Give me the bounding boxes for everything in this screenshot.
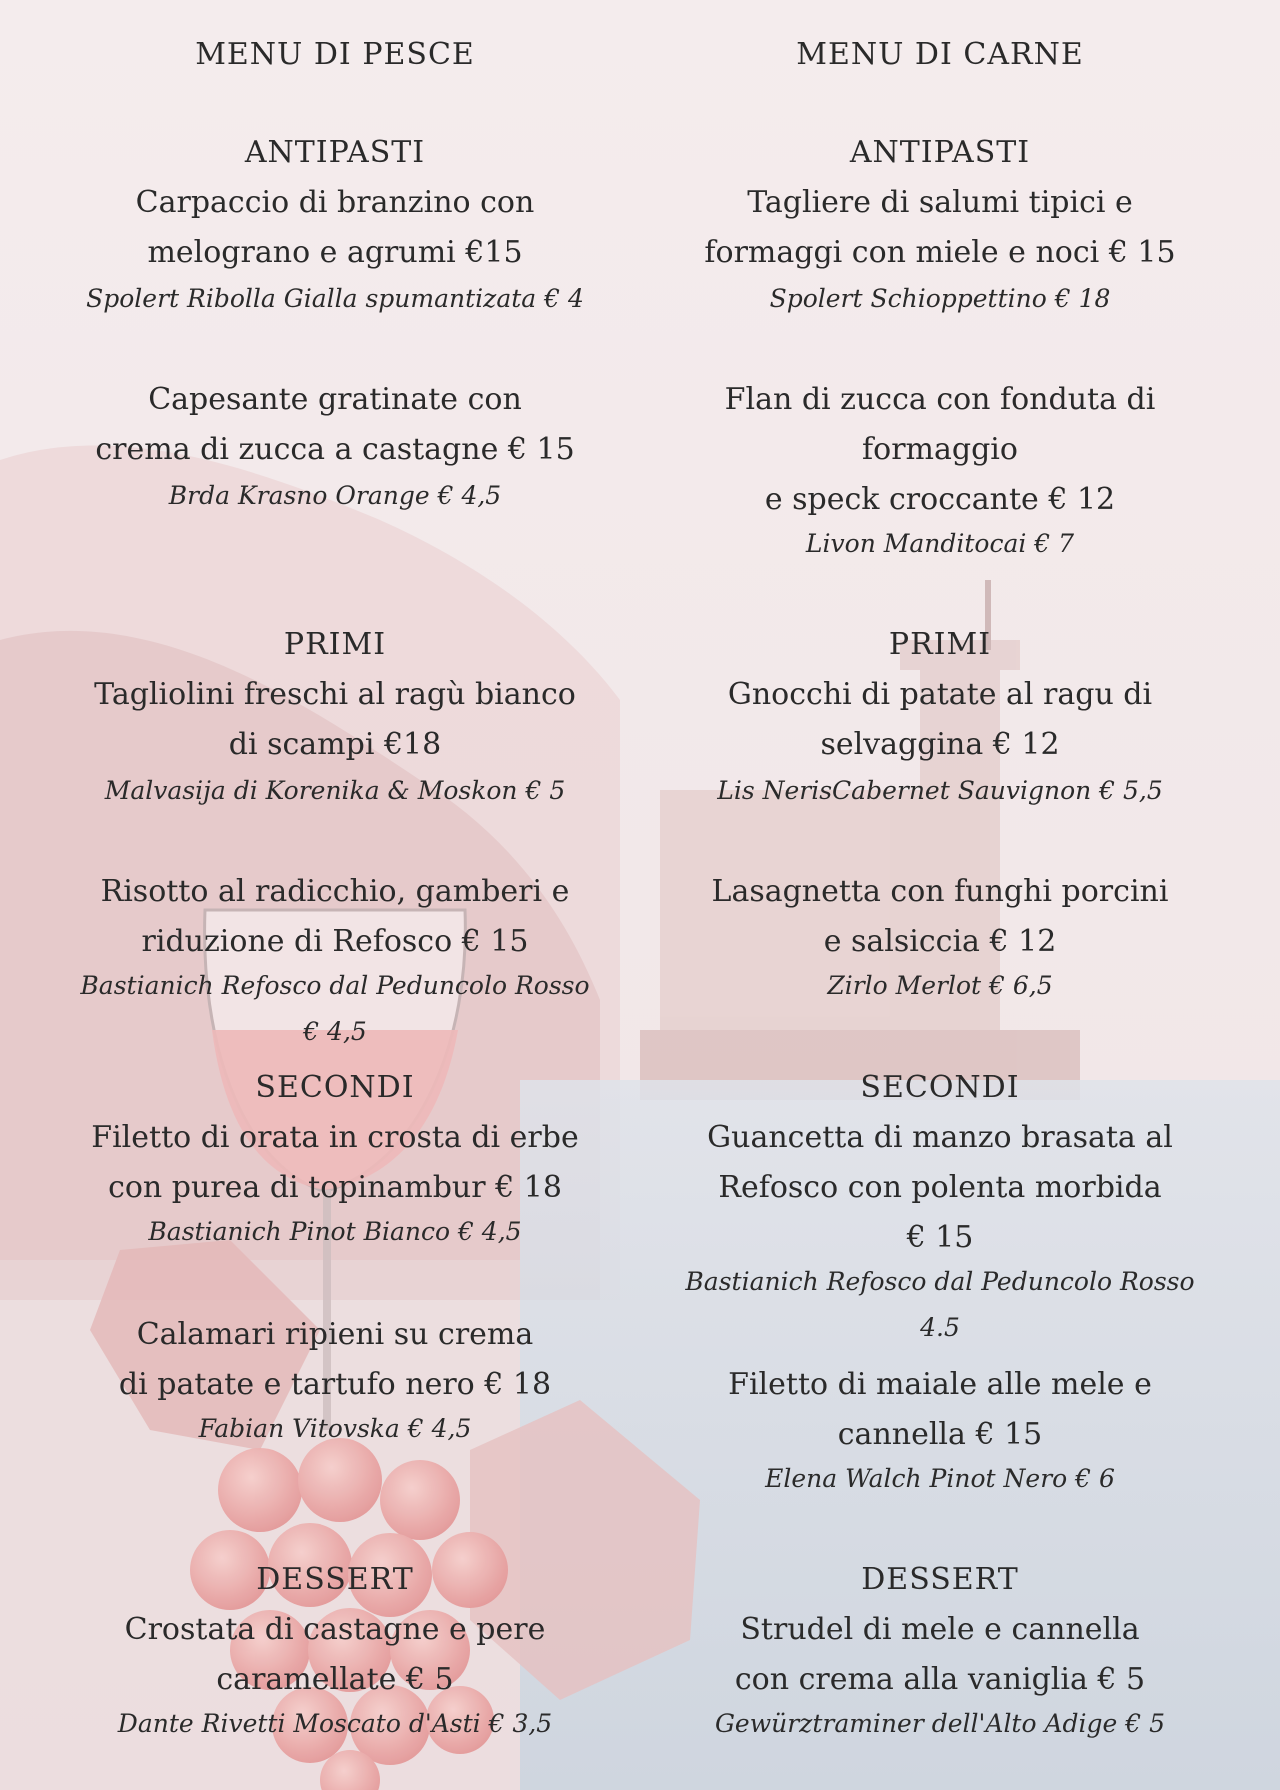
carne-dish2-line2: formaggio — [862, 432, 1018, 467]
pesce-secondi-heading: SECONDI — [255, 1070, 415, 1105]
pesce-dish2-line1: Capesante gratinate con — [148, 382, 522, 417]
carne-dish1-line2: formaggi con miele e noci € 15 — [704, 235, 1176, 270]
carne-dish1-line1: Tagliere di salumi tipici e — [747, 185, 1133, 220]
carne-wine6: Elena Walch Pinot Nero € 6 — [765, 1464, 1115, 1493]
pesce-wine5: Bastianich Pinot Bianco € 4,5 — [148, 1217, 522, 1246]
carne-wine5-line1: Bastianich Refosco dal Peduncolo Rosso — [685, 1267, 1195, 1296]
carne-wine7: Gewürztraminer dell'Alto Adige € 5 — [714, 1709, 1166, 1738]
carne-wine2: Livon Manditocai € 7 — [805, 529, 1075, 558]
menu-pesce-title: MENU DI PESCE — [195, 37, 475, 72]
pesce-dish3-line1: Tagliolini freschi al ragù bianco — [94, 677, 576, 712]
carne-dish6-line1: Filetto di maiale alle mele e — [728, 1367, 1152, 1402]
pesce-wine1: Spolert Ribolla Gialla spumantizata € 4 — [86, 284, 584, 313]
pesce-dish3-line2: di scampi €18 — [228, 727, 442, 762]
pesce-dish6-line1: Calamari ripieni su crema — [136, 1317, 534, 1352]
pesce-dish6-line2: di patate e tartufo nero € 18 — [118, 1367, 552, 1402]
pesce-dish1-line1: Carpaccio di branzino con — [135, 185, 535, 220]
carne-dish5-line3: € 15 — [906, 1220, 974, 1255]
pesce-antipasti-heading: ANTIPASTI — [244, 135, 426, 170]
carne-dish4-line2: e salsiccia € 12 — [823, 924, 1057, 959]
menu-carne-title: MENU DI CARNE — [796, 37, 1084, 72]
pesce-dish5-line2: con purea di topinambur € 18 — [108, 1170, 562, 1205]
carne-dish4-line1: Lasagnetta con funghi porcini — [711, 874, 1169, 909]
carne-dish2-line1: Flan di zucca con fonduta di — [724, 382, 1156, 417]
carne-primi-heading: PRIMI — [888, 627, 992, 662]
pesce-dish4-line1: Risotto al radicchio, gamberi e — [100, 874, 570, 909]
carne-dish5-line1: Guancetta di manzo brasata al — [707, 1120, 1173, 1155]
carne-dish3-line2: selvaggina € 12 — [820, 727, 1060, 762]
pesce-dish7-line1: Crostata di castagne e pere — [124, 1612, 546, 1647]
menu-pesce-column — [35, 0, 635, 1790]
pesce-dessert-heading: DESSERT — [256, 1562, 414, 1597]
carne-dish7-line1: Strudel di mele e cannella — [740, 1612, 1140, 1647]
carne-wine4: Zirlo Merlot € 6,5 — [827, 971, 1053, 1000]
carne-dish6-line2: cannella € 15 — [837, 1417, 1043, 1452]
carne-wine1: Spolert Schioppettino € 18 — [769, 284, 1111, 313]
pesce-wine7: Dante Rivetti Moscato d'Asti € 3,5 — [117, 1709, 553, 1738]
carne-wine3: Lis NerisCabernet Sauvignon € 5,5 — [717, 776, 1163, 805]
carne-antipasti-heading: ANTIPASTI — [849, 135, 1031, 170]
pesce-wine3: Malvasija di Korenika & Moskon € 5 — [104, 776, 566, 805]
carne-wine5-line2: 4.5 — [920, 1313, 960, 1342]
carne-dish7-line2: con crema alla vaniglia € 5 — [734, 1662, 1146, 1697]
pesce-wine4-line1: Bastianich Refosco dal Peduncolo Rosso — [80, 971, 590, 1000]
menu-carne-column — [640, 0, 1240, 1790]
pesce-dish1-line2: melograno e agrumi €15 — [147, 235, 523, 270]
pesce-wine2: Brda Krasno Orange € 4,5 — [168, 481, 502, 510]
pesce-dish4-line2: riduzione di Refosco € 15 — [141, 924, 529, 959]
carne-dish2-line3: e speck croccante € 12 — [764, 482, 1116, 517]
pesce-wine4-line2: € 4,5 — [303, 1017, 367, 1046]
pesce-wine6: Fabian Vitovska € 4,5 — [198, 1414, 472, 1443]
pesce-dish2-line2: crema di zucca a castagne € 15 — [95, 432, 575, 467]
carne-secondi-heading: SECONDI — [860, 1070, 1020, 1105]
carne-dessert-heading: DESSERT — [861, 1562, 1019, 1597]
pesce-dish5-line1: Filetto di orata in crosta di erbe — [91, 1120, 579, 1155]
pesce-primi-heading: PRIMI — [283, 627, 387, 662]
carne-dish5-line2: Refosco con polenta morbida — [718, 1170, 1162, 1205]
carne-dish3-line1: Gnocchi di patate al ragu di — [727, 677, 1153, 712]
pesce-dish7-line2: caramellate € 5 — [216, 1662, 454, 1697]
